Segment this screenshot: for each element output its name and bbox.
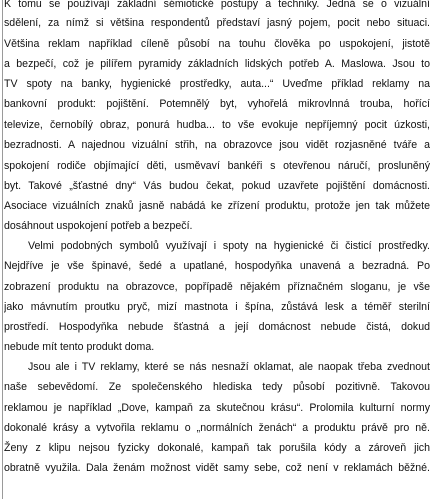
text-line: obratně využila. Dala ženám možnost vidět samy sebe, což není v reklamách běžné. [4, 462, 430, 474]
text-line: byt. Takové „šťastné dny“ Vás budou čekat, pokud uzavřete pojištění domácnosti. [4, 180, 430, 192]
margin-guide [2, 0, 3, 499]
text-line: Nejdříve je vše špinavé, šedé a upatlané, hospodyňka unavená a bezradná. Po [4, 260, 430, 272]
text-line: bankovní produkt: pojištění. Potemnělý byt, vyhořelá mikrovlnná trouba, hořící [4, 98, 430, 110]
text-line: a bezpečí, což je pilířem pyramidy základních lidských potřeb A. Maslowa. Jsou to [4, 58, 430, 70]
text-line: nebude mít tento produkt doma. [4, 341, 155, 353]
text-line: sdělení, za nímž si většina respondentů představí jasný pojem, pocit nebo situaci. [4, 17, 430, 29]
paragraph-first-line: Velmi podobných symbolů využívají i spoty na hygienické či čisticí prostředky. [28, 240, 430, 252]
text-line: reklamou je například „Dove, kampaň za skutečnou krásu“. Prolomila kulturní normy [4, 402, 430, 414]
text-line: jako mávnutím proutku pryč, mizí mastnota i špína, zůstává lesk a téměř sterilní [4, 301, 430, 313]
text-line: dokonalé krásy a vytvořila reklamu o „normálních ženách“ a produktu právě pro ně. [4, 422, 430, 434]
paragraph-first-line: Jsou ale i TV reklamy, které se nás nesnaží oklamat, ale naopak třeba zvednout [28, 361, 430, 373]
text-line: spokojení rodiče objímající děti, usměvaví bankéři s otevřenou náručí, prosluněný [4, 160, 430, 172]
text-line: bezradnosti. A najednou vizuální střih, na obrazovce jsou vidět rozjasněné tváře a [4, 139, 430, 151]
text-line: televize, černobílý obraz, ponurá hudba... to vše evokuje nepříjemný pocit úzkosti, [4, 119, 430, 131]
text-line: prostředí. Hospodyňka nebude šťastná a její domácnost nebude čistá, dokud [4, 321, 430, 333]
text-line: Ženy z klipu nejsou fyzicky dokonalé, kampaň tak porušila kódy a zároveň jich [4, 442, 430, 454]
text-line: zobrazení produktu na obrazovce, popřípadě nějakém příznačném sloganu, je vše [4, 281, 430, 293]
text-line: Většina reklam například cíleně působí na touhu člověka po uspokojení, jistotě [4, 38, 430, 50]
text-line: naše sebevědomí. Ze společenského hlediska tedy působí pozitivně. Takovou [4, 381, 430, 393]
text-line: TV spoty na banky, hygienické prostředky, auta...“ Uveďme příklad reklamy na [4, 78, 430, 90]
text-line: dosáhnout uspokojení potřeb a bezpečí. [4, 220, 193, 232]
text-line: Asociace vizuálních znaků jasně nabádá ke zřízení produktu, protože jen tak můžete [4, 200, 430, 212]
text-line: K tomu se používají základní sémiotické postupy a techniky. Jedná se o vizuální [4, 0, 430, 10]
